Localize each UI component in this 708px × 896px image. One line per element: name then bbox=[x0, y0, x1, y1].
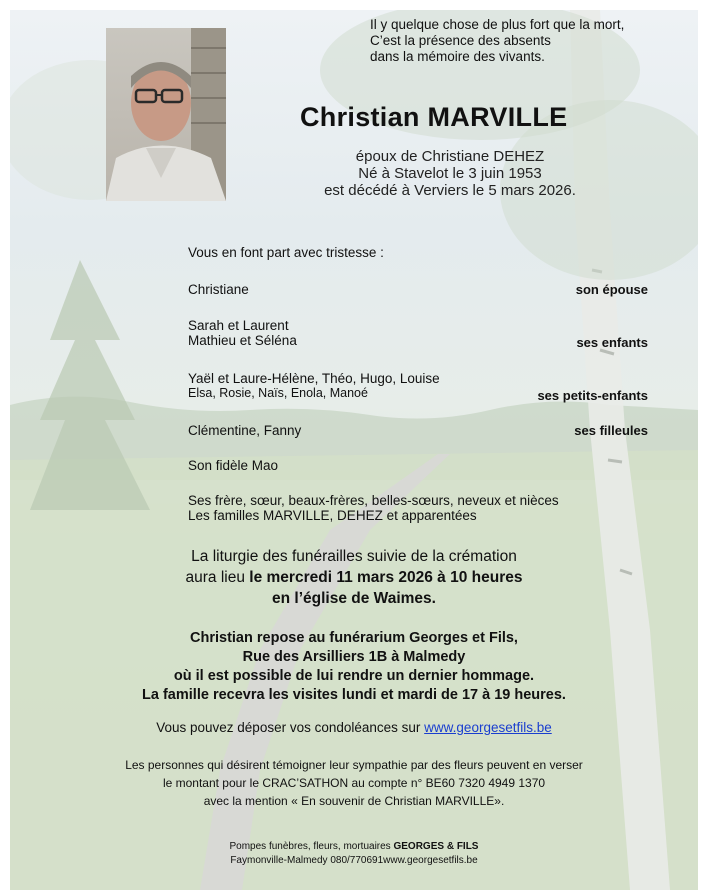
repose-line: La famille recevra les visites lundi et mardi de 17 à 19 heures. bbox=[142, 687, 566, 703]
deceased-bio bbox=[300, 148, 600, 199]
deceased-name: Christian MARVILLE bbox=[300, 102, 568, 132]
family-relation: ses petits-enfants bbox=[537, 388, 648, 403]
sympathy-block bbox=[10, 756, 698, 810]
family-relation: ses enfants bbox=[576, 335, 648, 350]
repose-line: Rue des Arsilliers 1B à Malmedy bbox=[242, 649, 466, 665]
poem bbox=[370, 17, 624, 65]
footer-company: GEORGES & FILS bbox=[393, 841, 479, 852]
condolences-link[interactable]: www.georgesetfils.be bbox=[424, 720, 552, 735]
poem-line: C’est la présence des absents bbox=[370, 33, 551, 48]
born-line: Né à Stavelot le 3 juin 1953 bbox=[358, 165, 542, 182]
condolences-text: Vous pouvez déposer vos condoléances sur bbox=[156, 720, 425, 735]
family-entry-children bbox=[188, 318, 648, 348]
footer-prefix: Pompes funèbres, fleurs, mortuaires bbox=[229, 841, 394, 852]
spouse-line: époux de Christiane DEHEZ bbox=[355, 148, 545, 165]
family-entry-spouse bbox=[188, 282, 648, 297]
family-names: Yaël et Laure-Hélène, Théo, Hugo, Louise bbox=[188, 371, 440, 386]
others-line: Ses frère, sœur, beaux-frères, belles-sœurs, neveux et nièces bbox=[188, 493, 559, 508]
footer-contact: Faymonville-Malmedy 080/770691www.georgesetfils.be bbox=[230, 855, 478, 866]
poem-line: dans la mémoire des vivants. bbox=[370, 49, 545, 64]
condolences-line bbox=[10, 720, 698, 735]
liturgy-place: en l’église de Waimes. bbox=[272, 590, 436, 607]
family-relation: son épouse bbox=[575, 282, 648, 297]
family-names: Elsa, Rosie, Naïs, Enola, Manoé bbox=[188, 386, 368, 400]
died-line: est décédé à Verviers le 5 mars 2026. bbox=[324, 182, 576, 199]
family-entry-others bbox=[188, 493, 648, 523]
others-line: Les familles MARVILLE, DEHEZ et apparentées bbox=[188, 508, 477, 523]
liturgy-prefix: aura lieu bbox=[185, 569, 250, 586]
liturgy-date: le mercredi 11 mars 2026 à 10 heures bbox=[249, 569, 523, 586]
sympathy-line: le montant pour le CRAC’SATHON au compte n° BE60 7320 4949 1370 bbox=[162, 776, 546, 790]
family-names: Mathieu et Séléna bbox=[188, 333, 297, 348]
family-entry-pet: Son fidèle Mao bbox=[188, 458, 279, 473]
repose-line: Christian repose au funérarium Georges et Fils, bbox=[190, 630, 518, 646]
family-names: Clémentine, Fanny bbox=[188, 423, 302, 438]
funeral-home-footer bbox=[10, 840, 698, 868]
family-names: Sarah et Laurent bbox=[188, 318, 289, 333]
repose-block bbox=[10, 629, 698, 705]
portrait-image bbox=[106, 28, 226, 201]
liturgy-line bbox=[10, 567, 698, 588]
sympathy-line: avec la mention « En souvenir de Christian MARVILLE». bbox=[203, 794, 505, 808]
repose-line: où il est possible de lui rendre un dernier hommage. bbox=[173, 668, 535, 684]
footer-line bbox=[10, 840, 698, 854]
family-entry-goddaughters bbox=[188, 423, 648, 438]
liturgy-block bbox=[10, 546, 698, 609]
intro-line: Vous en font part avec tristesse : bbox=[188, 245, 384, 260]
sympathy-line: Les personnes qui désirent témoigner leur sympathie par des fleurs peuvent en verser bbox=[125, 758, 583, 772]
family-entry-grandchildren bbox=[188, 371, 648, 403]
liturgy-line: La liturgie des funérailles suivie de la crémation bbox=[191, 548, 517, 565]
poem-line: Il y quelque chose de plus fort que la mort, bbox=[370, 17, 625, 32]
deceased-photo bbox=[106, 28, 226, 201]
obituary-page bbox=[10, 10, 698, 890]
family-names: Christiane bbox=[188, 282, 249, 297]
family-relation: ses filleules bbox=[574, 423, 648, 438]
